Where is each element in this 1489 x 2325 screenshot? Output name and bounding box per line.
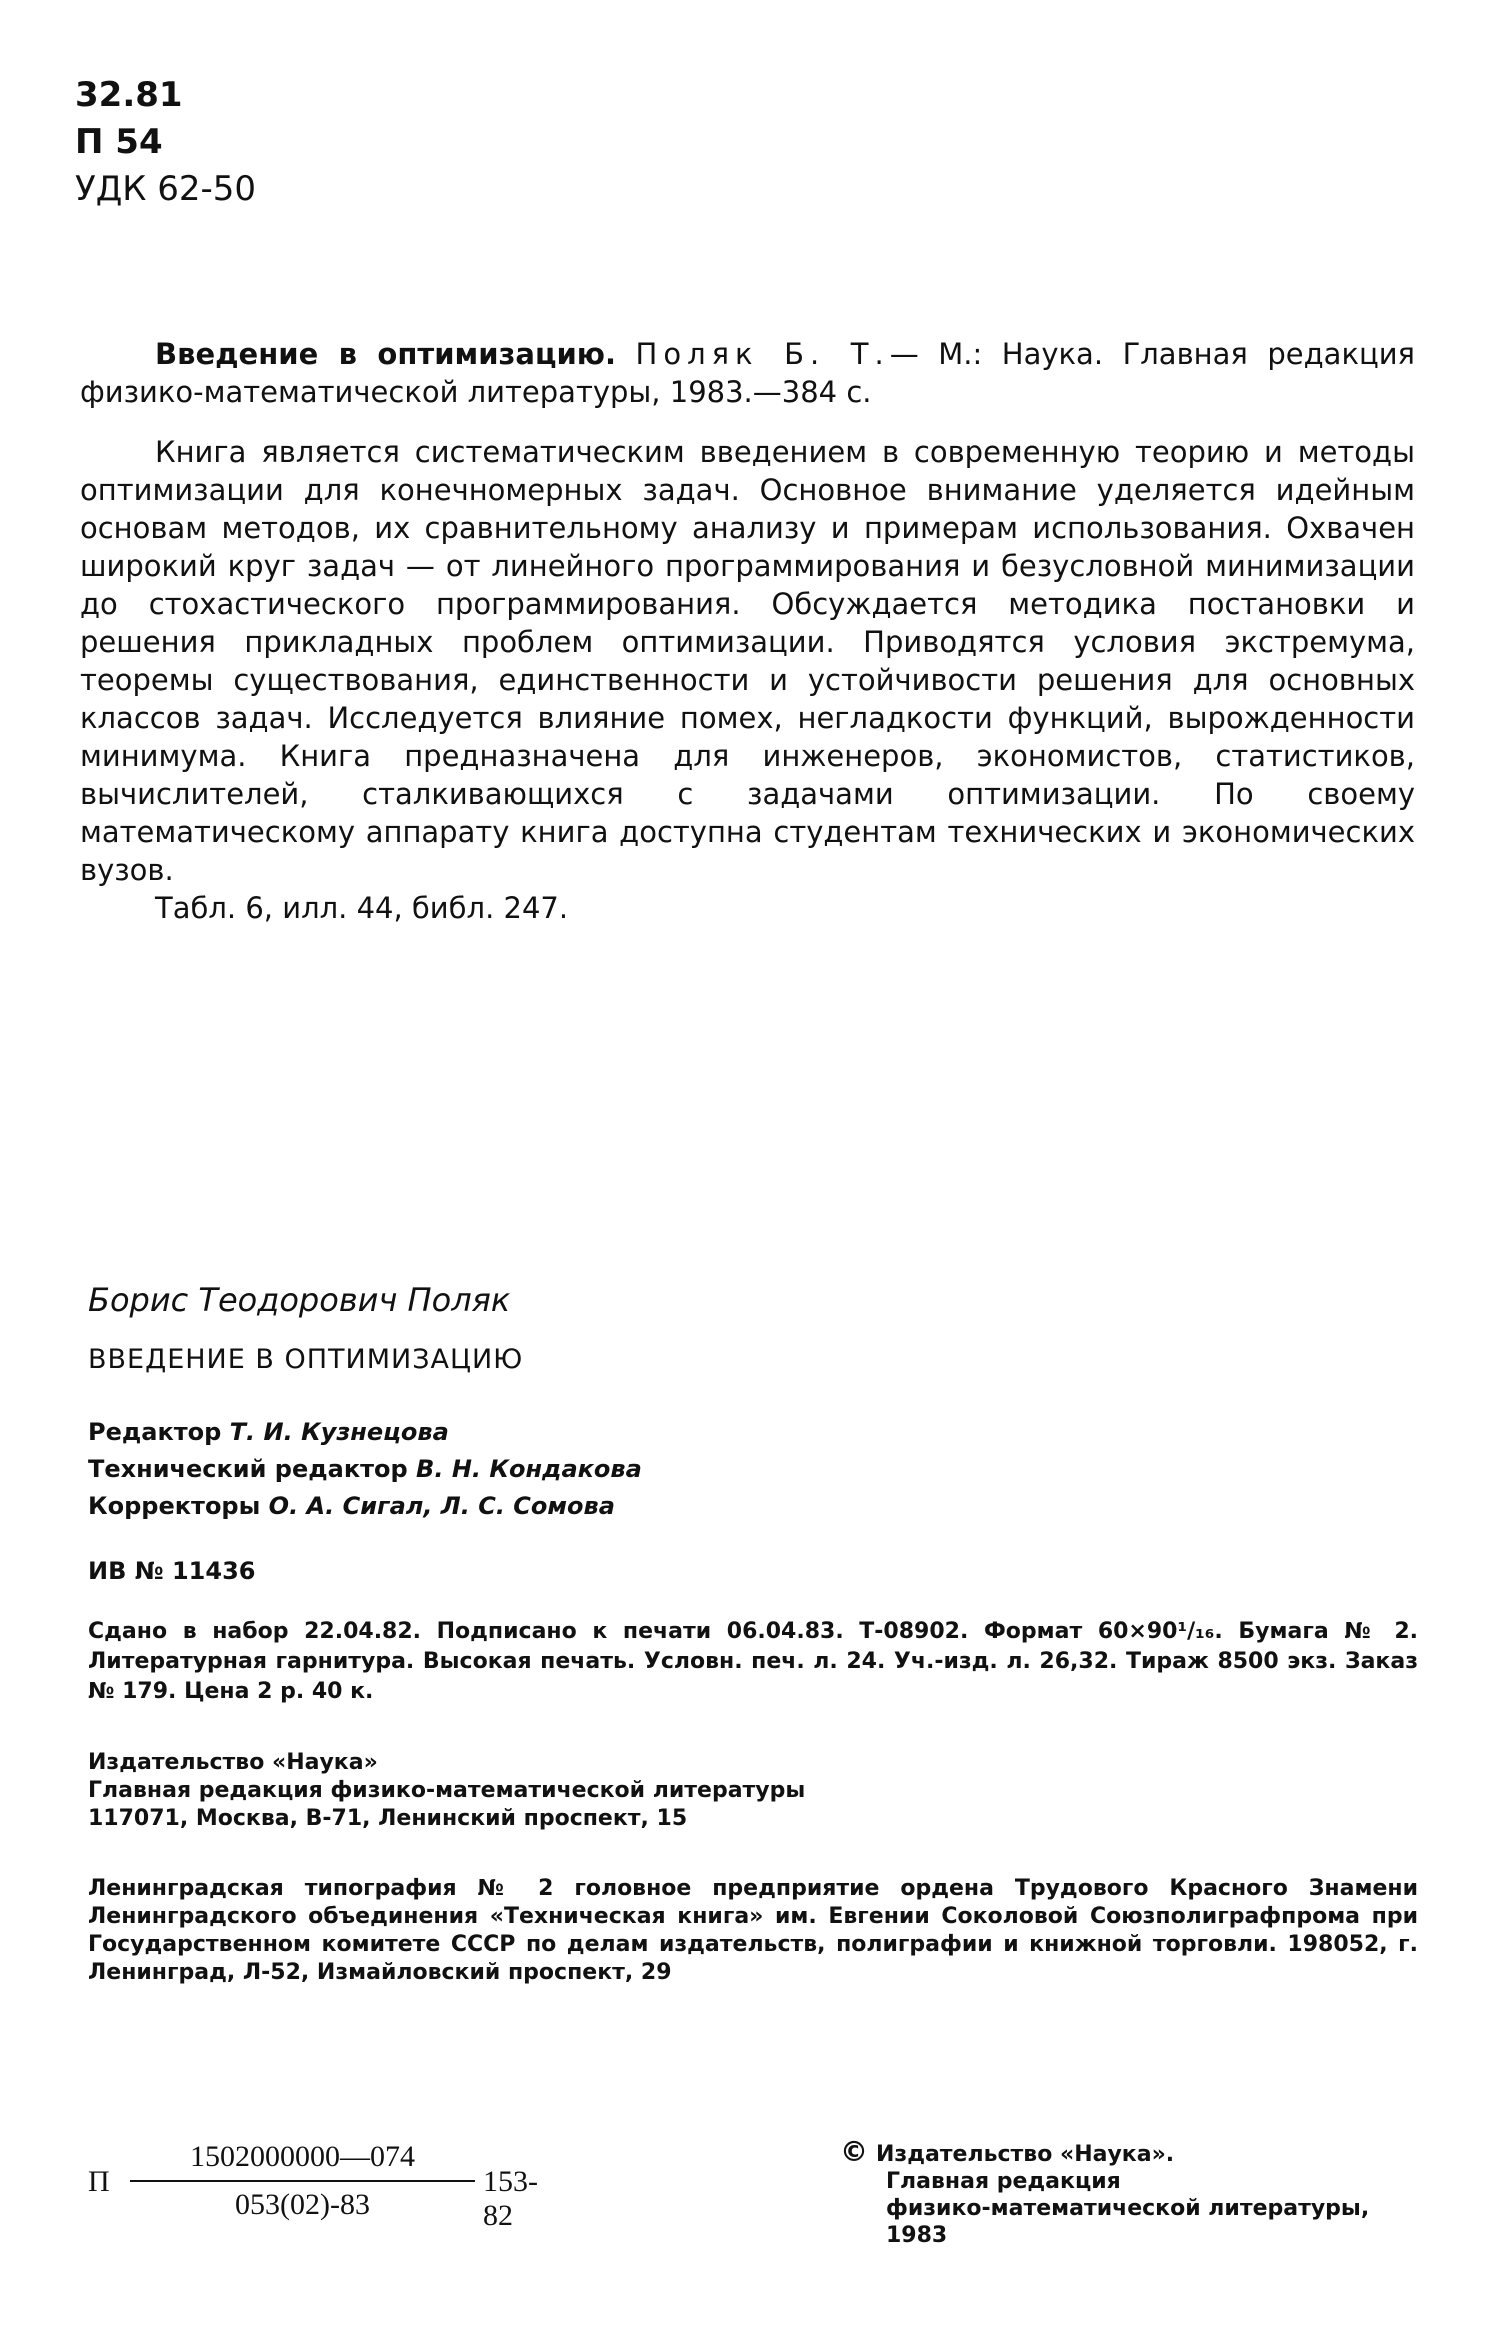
bibliographic-entry (80, 335, 1415, 411)
copyright-line: Главная редакция (886, 2169, 1121, 2194)
correctors-label: Корректоры (88, 1492, 261, 1520)
book-title: ВВЕДЕНИЕ В ОПТИМИЗАЦИЮ (88, 1344, 524, 1375)
abstract-text: Книга является систематическим введением в современную теорию и методы оптимизации для конечномерных задач. Основное внимание уделяется идейным основам методов, их сравнительному анализу и примерам использования. Охвачен широкий круг задач — от линейного программирования и безусловной минимизации до стохастического программирования. Обсуждается методика постановки и решения прикладных проблем оптимизации. Приводятся условия экстремума, теоремы существования, единственности и устойчивости решения для основных классов задач. Исследуется влияние помех, негладкости функций, вырожденности минимума. Книга предназначена для инженеров, экономистов, статистиков, вычислителей, сталкивающихся с задачами оптимизации. По своему математическому аппарату книга доступна студентам технических и экономических вузов. (80, 435, 1415, 887)
code-suffix: 153-82 (483, 2165, 538, 2232)
copyright-line: физико-математической литературы, (886, 2196, 1370, 2221)
copyright-line (840, 2135, 1430, 2168)
book-index-code (88, 2140, 538, 2232)
biblio-details: — М.: Наука. Главная редакция физико-математической литературы, 1983.—384 с. (80, 337, 1415, 409)
classification-codes (75, 72, 256, 213)
annotation-block (80, 335, 1415, 927)
editor-label: Редактор (88, 1418, 222, 1446)
publisher-info (88, 1749, 1418, 1833)
author-mark: П 54 (75, 122, 163, 162)
udc-code: УДК 62-50 (75, 169, 257, 209)
printing-house-info: Ленинградская типография № 2 головное предприятие ордена Трудового Красного Знамени Ленинградского объединения «Техническая книга» им. Евгении Соколовой Союзполиграфпрома при Государственном комитете СССР по делам издательств, полиграфии и книжной торговли. 198052, г. Ленинград, Л-52, Измайловский проспект, 29 (88, 1876, 1418, 1985)
copyright-year: 1983 (886, 2223, 948, 2248)
tech-editor-name: В. Н. Кондакова (416, 1455, 642, 1483)
copyright-publisher: Издательство «Наука». (876, 2142, 1175, 2167)
tech-editor-label: Технический редактор (88, 1455, 408, 1483)
biblio-author: Поляк Б. Т. (635, 337, 890, 371)
code-numerator: 1502000000—074 (190, 2140, 415, 2173)
colophon (88, 1280, 1418, 1987)
copyright-notice (840, 2135, 1430, 2249)
correctors-line (88, 1488, 1418, 1525)
correctors-names: О. А. Сигал, Л. С. Сомова (268, 1492, 615, 1520)
print-data: Сдано в набор 22.04.82. Подписано к печати 06.04.83. Т-08902. Формат 60×90¹/₁₆. Бумага № 2. Литературная гарнитура. Высокая печать. Условн. печ. л. 24. Уч.-изд. л. 26,32. Тираж 8500 экз. Заказ № 179. Цена 2 р. 40 к. (88, 1619, 1418, 1704)
publisher-line: Издательство «Наука» (88, 1750, 378, 1775)
bbk-code: 32.81 (75, 75, 183, 115)
tech-editor-line (88, 1451, 1418, 1488)
editor-name: Т. И. Кузнецова (229, 1418, 449, 1446)
ib-number: ИВ № 11436 (88, 1557, 256, 1585)
tables-figures-line: Табл. 6, илл. 44, библ. 247. (155, 891, 569, 925)
editor-line (88, 1414, 1418, 1451)
copyright-icon: © (840, 2135, 868, 2168)
publisher-line: Главная редакция физико-математической литературы (88, 1778, 806, 1803)
biblio-title: Введение в оптимизацию. (155, 337, 616, 371)
code-letter: П (88, 2165, 110, 2198)
fraction-bar (130, 2180, 475, 2182)
code-denominator: 053(02)-83 (235, 2188, 370, 2221)
author-full-name: Борис Теодорович Поляк (88, 1281, 511, 1319)
publisher-line: 117071, Москва, В-71, Ленинский проспект, 15 (88, 1806, 688, 1831)
editorial-staff (88, 1414, 1418, 1525)
